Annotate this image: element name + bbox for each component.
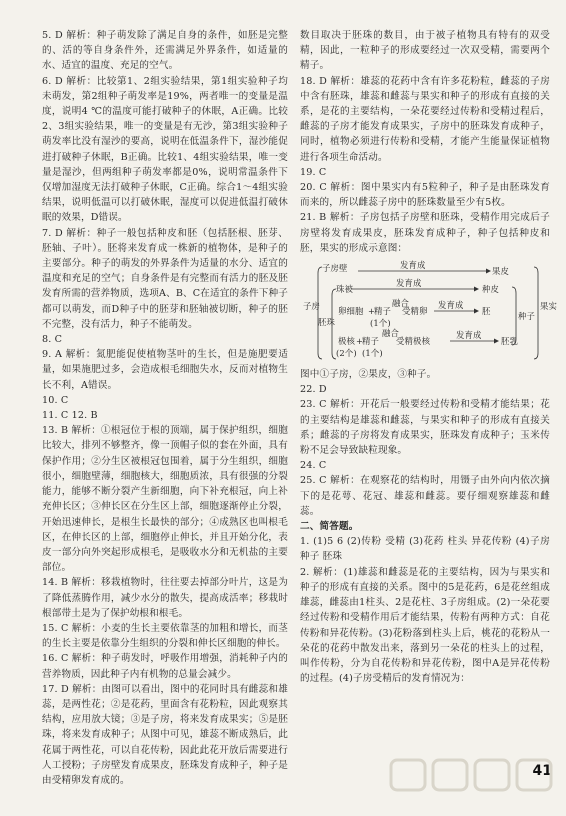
label-ovule: 胚珠 bbox=[318, 317, 336, 328]
answer-entry: 10. C bbox=[42, 394, 69, 406]
label-count-one: (1个) bbox=[362, 348, 383, 359]
label-develop: 发育成 bbox=[400, 260, 426, 271]
label-develop: 发育成 bbox=[396, 278, 422, 289]
answer-entry: 16. C 解析：种子萌发时，呼吸作用增强，消耗种子内的营养物质，因此种子内有机物的总量会减少。 bbox=[42, 653, 288, 680]
label-plus: + bbox=[356, 336, 364, 347]
label-seed: 种子 bbox=[518, 311, 536, 322]
label-ovary-wall: 子房壁 bbox=[322, 263, 348, 274]
fruit-formation-svg bbox=[300, 259, 558, 363]
answer-entry: 23. C 解析：开花后一般要经过传粉和受精才能结果；花的主要结构是雄蕊和雌蕊，与果实和种子的形成有直接关系；雌蕊的子房将发育成果实，胚珠发育成种子；玉米传粉不足会导致缺粒现象。 bbox=[300, 399, 550, 457]
answer-entry: 2. 解析：(1)雄蕊和雌蕊是花的主要结构，因为与果实和种子的形成有直接的关系。图中的5是花药，6是花丝组成雄蕊，雌蕊由1柱头、2是花柱、3子房组成。(2)一朵花要经过传粉和受精作用后才能结果，传粉有两种方式：自花传粉和异花传粉。(3)花粉落到柱头上后，桃花的花粉从一朵花的花药中散发出来，落到另一朵花的柱头上的过程，叫作传粉，分为自花传粉和异花传粉，图中A是异花传粉的过程。(4)子房受精后的发育情况为： bbox=[300, 566, 550, 685]
answer-entry: 17. D 解析：由图可以看出，图中的花同时具有雌蕊和雄蕊，是两性花；②是花药，里面含有花粉粒，因此观察其结构，应用放大镜；③是子房，将来发育成果实；⑤是胚珠，将来发育成种子；从图中可见，雄蕊不断成熟后，此花属于两性花，可以自花传粉，因此此花开放后需要进行人工授粉；子房壁发育成果皮，胚珠发育成种子，种子是由受精卵发育成的。 bbox=[42, 683, 288, 786]
answer-entry: 20. C 解析：图中果实内有5粒种子，种子是由胚珠发育而来的，所以雌蕊子房中的胚珠数量至少有5枚。 bbox=[300, 182, 550, 209]
label-sperm: 精子 bbox=[362, 336, 380, 347]
answer-entry: 图中①子房，②果皮，③种子。 bbox=[300, 369, 437, 381]
label-embryo: 胚 bbox=[482, 306, 491, 317]
watermark-logo-icon bbox=[385, 752, 560, 814]
answer-entry: 13. B 解析：①根冠位于根的顶端，属于保护组织，细胞比较大，排列不够整齐，像一顶帽子似的套在外面，具有保护作用；②分生区被根冠包围着，属于分生组织，细胞很小，细胞壁薄，细胞核大，细胞质浓，具有很强的分裂能力，能够不断分裂产生新细胞，向下补充根冠，向上补充伸长区；③伸长区在分生区上部，细胞逐渐停止分裂，开始迅速伸长，是根生长最快的部分；④成熟区也叫根毛区，在伸长区的上部，细胞停止伸长，并且开始分化，表皮一部分向外突起形成根毛，是吸收水分和无机盐的主要部位。 bbox=[42, 425, 288, 574]
answer-entry: 22. D bbox=[300, 384, 327, 396]
right-column bbox=[300, 28, 558, 686]
label-count-two: (2个) bbox=[336, 348, 357, 359]
answer-entry: 15. C 解析：小麦的生长主要依靠茎的加粗和增长，而茎的生长主要是依靠分生组织的分裂和伸长区细胞的伸长。 bbox=[42, 622, 288, 650]
arrowhead bbox=[494, 339, 499, 344]
label-integument: 珠被 bbox=[336, 284, 354, 295]
label-plus: + bbox=[368, 306, 376, 317]
label-ovary: 子房 bbox=[303, 301, 321, 312]
label-endosperm: 胚乳 bbox=[501, 336, 519, 347]
ovary-bracket bbox=[318, 267, 322, 359]
answer-entry: 1. (1)5 6 (2)传粉 受精 (3)花药 柱头 异花传粉 (4)子房 种子 胚珠 bbox=[300, 536, 550, 563]
label-count-one: (1个) bbox=[370, 318, 391, 329]
answer-entry: 18. D 解析：雄蕊的花药中含有许多花粉粒，雌蕊的子房中含有胚珠，雄蕊和雌蕊与果实和种子的形成有直接的关系，是花的主要结构，一朵花要经过传粉和受精过程后，雌蕊的子房才能发育成果实，子房中的胚珠发育成种子，同时，植物必须进行传粉和受精，才能产生能量保证植物进行各项生命活动。 bbox=[300, 75, 550, 163]
label-egg: 卵细胞 bbox=[338, 306, 364, 317]
page-number: 41 bbox=[532, 763, 552, 779]
label-seedcoat: 种皮 bbox=[482, 284, 500, 295]
answer-entry: 9. A 解析：氮肥能促使植物茎叶的生长，但是施肥要适量，如果施肥过多，会造成根毛细胞失水，反而对植物生长不利，A错误。 bbox=[42, 349, 288, 391]
label-fert-polar: 受精极核 bbox=[396, 336, 431, 347]
answer-entry: 24. C bbox=[300, 460, 327, 472]
answer-entry: 25. C 解析：在观察花的结构时，用镊子由外向内依次摘下的是花萼、花冠、雄蕊和雌蕊。要仔细观察雄蕊和雌蕊。 bbox=[300, 475, 550, 517]
answer-entry: 6. D 解析：比较第1、2组实验结果，第1组实验种子均未萌发，第2组种子萌发率是19%，两者唯一的变量是温度，说明4 ℃的温度可能打破种子的休眠，A正确。比较2、3组实验结果，唯一的变量是有无沙，第3组实验种子萌发率比没有湿沙的要高，说明在低温条件下，湿沙能促进打破种子休眠，B正确。比较1、4组实验结果，唯一变量是湿沙，但两组种子萌发率都是0%，说明常温条件下仅增加湿度无法打破种子休眠，C正确。综合1～4组实验结果，说明低温可以打破休眠，湿度可以促进低温打破休眠的效果，D错误。 bbox=[42, 75, 288, 224]
label-develop: 发育成 bbox=[438, 300, 464, 311]
answer-entry: 11. C 12. B bbox=[42, 410, 98, 422]
label-develop: 发育成 bbox=[456, 330, 482, 341]
arrowhead bbox=[474, 287, 479, 292]
answer-entry: 19. C bbox=[300, 166, 327, 178]
label-central: 极核 bbox=[338, 336, 356, 347]
fruit-formation-diagram bbox=[300, 259, 558, 363]
label-zygote: 受精卵 bbox=[402, 306, 428, 317]
answer-entry: 数目取决于胚珠的数目，由于被子植物具有特有的双受精，因此，一粒种子的形成要经过一次双受精，需要两个精子。 bbox=[300, 30, 550, 72]
left-column bbox=[42, 28, 288, 788]
label-fruit: 果实 bbox=[540, 301, 558, 312]
arrowhead bbox=[486, 269, 491, 274]
arrowhead bbox=[474, 309, 479, 314]
label-sperm: 精子 bbox=[374, 306, 392, 317]
label-fusion: 融合 bbox=[392, 298, 410, 309]
section-heading: 二、简答题。 bbox=[300, 521, 359, 533]
label-pericarp: 果皮 bbox=[492, 266, 510, 277]
answer-entry: 8. C bbox=[42, 334, 63, 346]
answer-entry: 21. B 解析：子房包括子房壁和胚珠，受精作用完成后子房壁将发育成果皮，胚珠发育成种子，种子包括种皮和胚，果实的形成示意图： bbox=[300, 212, 550, 254]
answer-entry: 14. B 解析：移栽植物时，往往要去掉部分叶片，这是为了降低蒸腾作用，减少水分的散失，提高成活率；移栽时根部带土是为了保护幼根和根毛。 bbox=[42, 577, 288, 619]
answer-entry: 5. D 解析：种子萌发除了满足自身的条件，如胚是完整的、活的等自身条件外，还需满足外界条件，如适量的水、适宜的温度、充足的空气。 bbox=[42, 30, 288, 72]
label-fusion: 融合 bbox=[382, 328, 400, 339]
answer-entry: 7. D 解析：种子一般包括种皮和胚（包括胚根、胚芽、胚轴、子叶）。胚将来发育成一株新的植物体，是种子的主要部分。种子的萌发的外界条件为适量的水分、适宜的温度和充足的空气；自身条件是有完整而有活力的胚及胚发育所需的营养物质，选项A、B、C在适宜的条件下种子都可以萌发，而D种子中的胚芽和胚轴被切断，种子的胚不完整，没有活力，种子不能萌发。 bbox=[42, 227, 288, 330]
